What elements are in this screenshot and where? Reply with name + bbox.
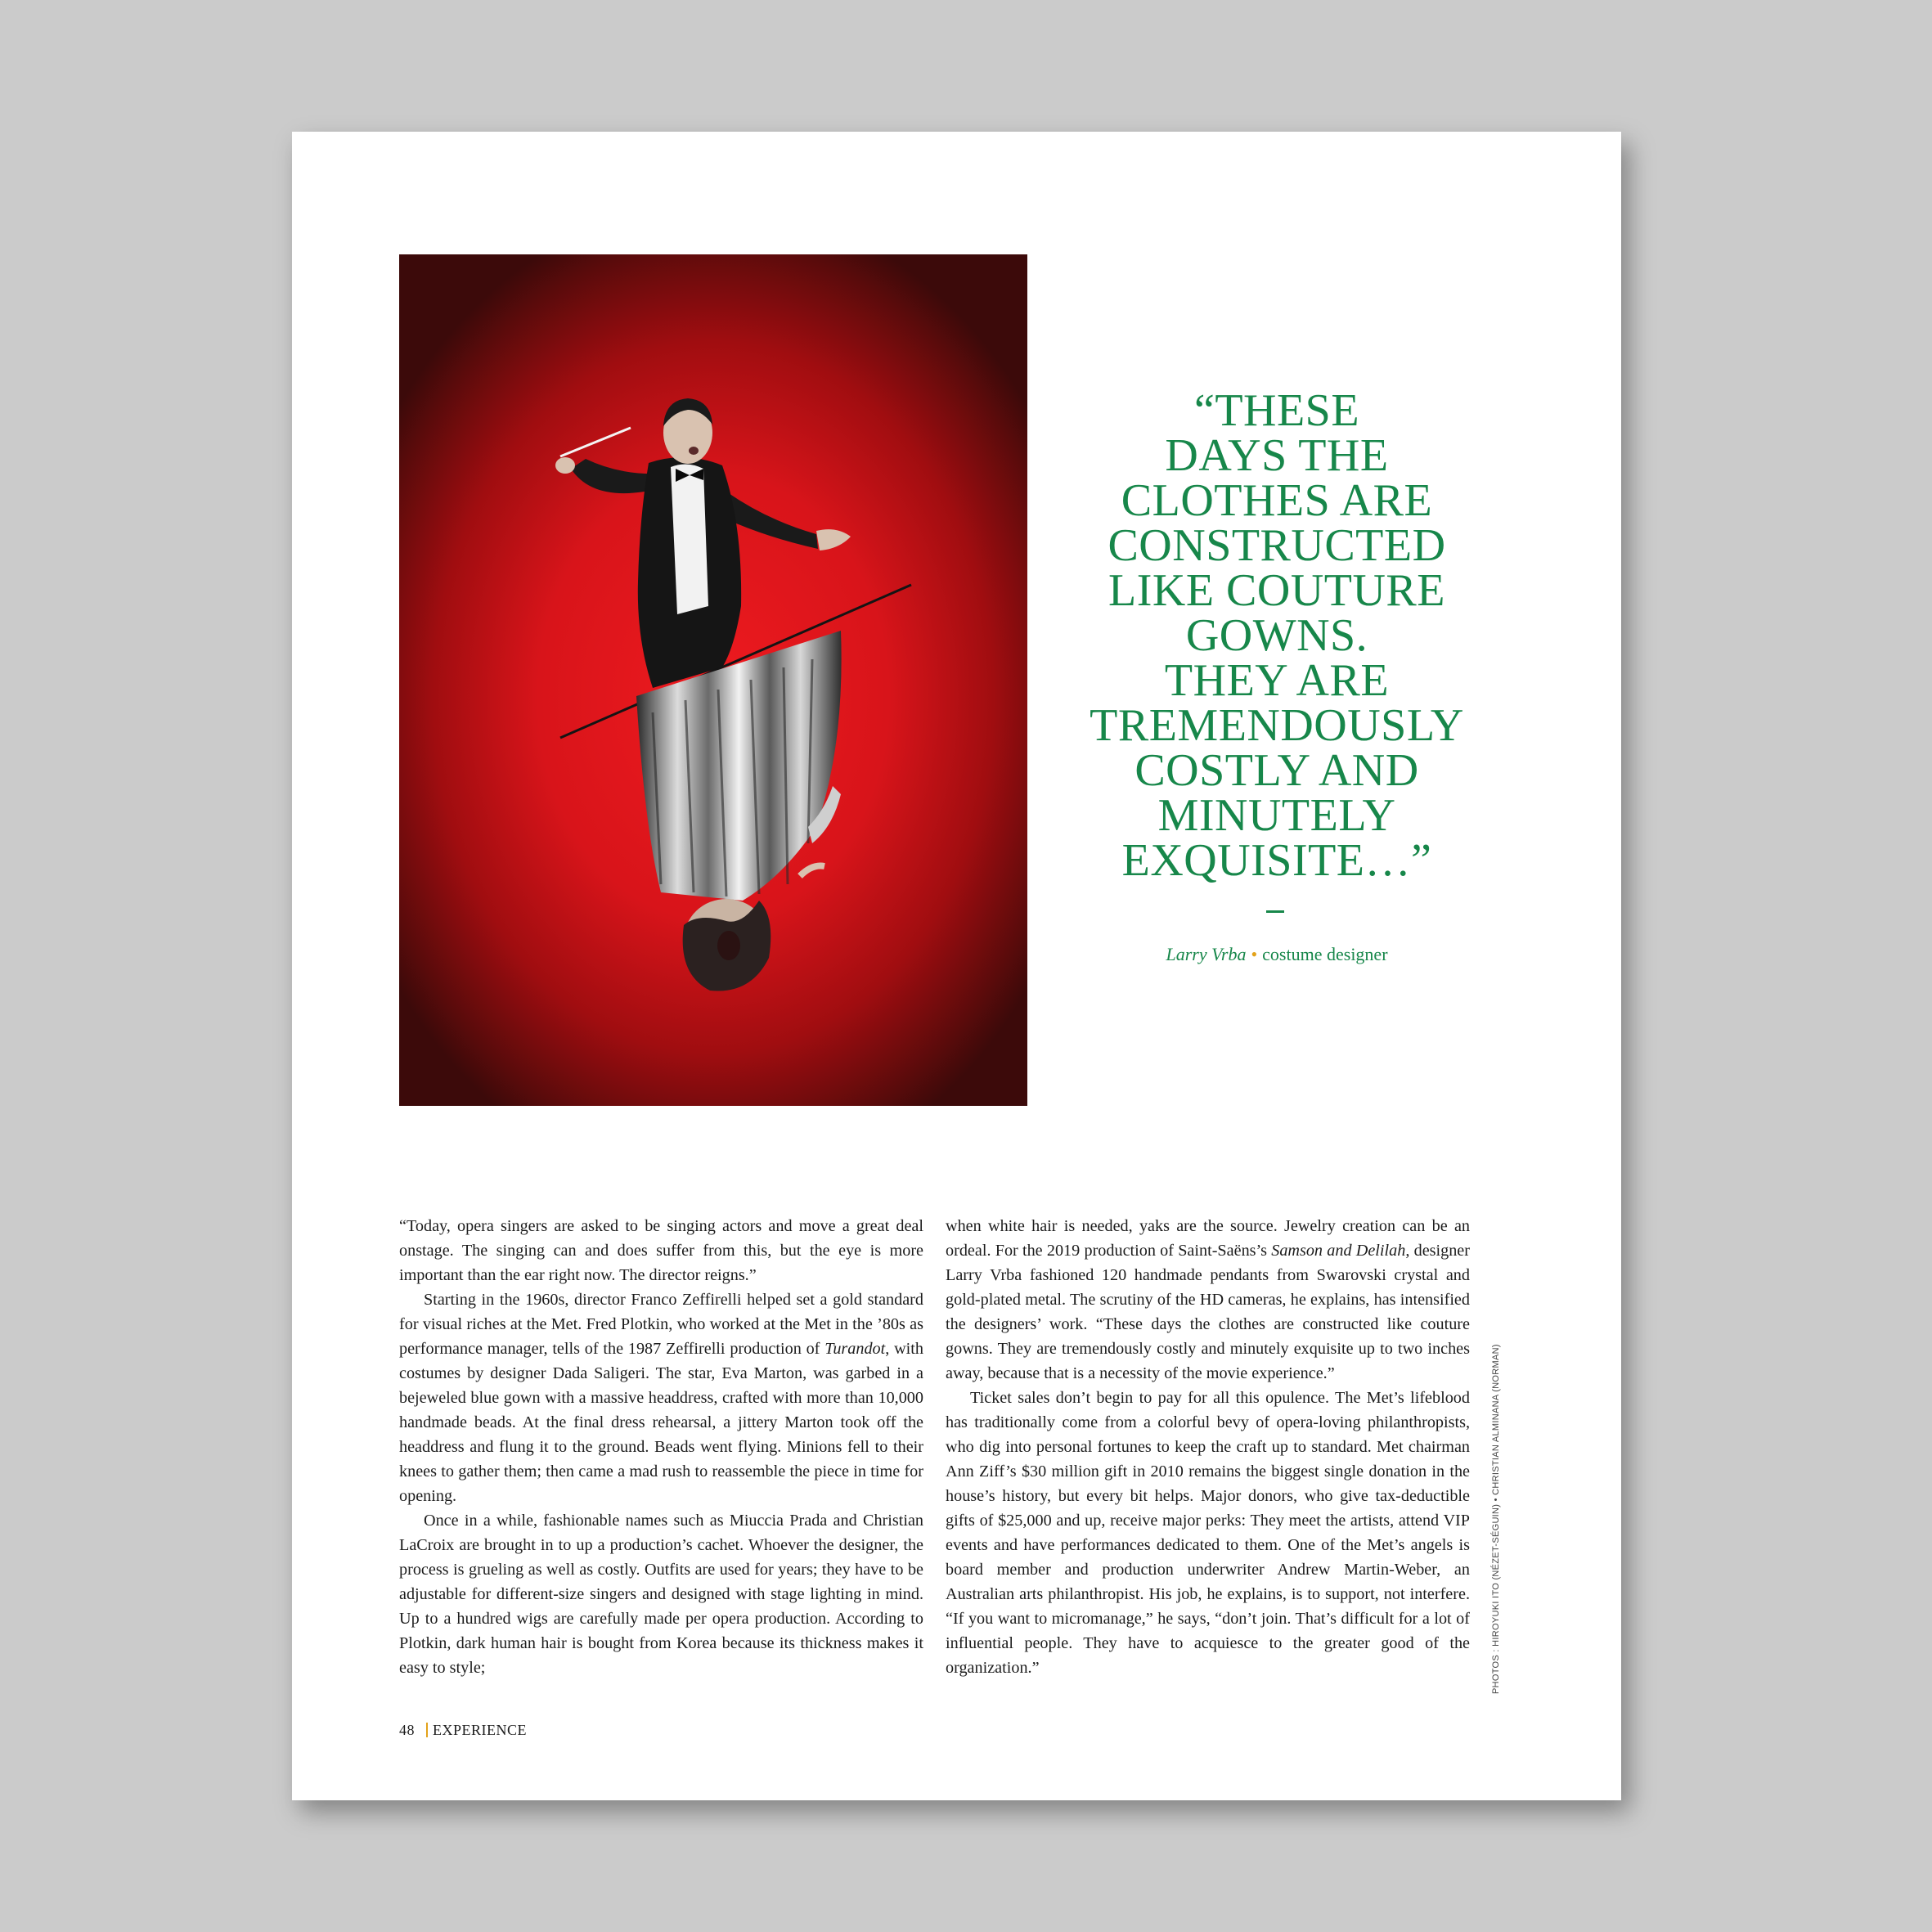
conductor-and-singer-illustration [399, 254, 1027, 1106]
text-run: Once in a while, fashionable names such as Miuccia Prada and Christian LaCroix are brought in to up a production’s cachet. Whoever the designer, the process is grueling as well as costly. Outfits are used for years; they have to be adjustable for different-size singers and designed with stage lighting in mind. Up to a hundred wigs are carefully made per opera production. According to Plotkin, dark human hair is bought from Korea because its thickness makes it easy to style; [399, 1512, 923, 1677]
body-column-right [946, 1214, 1470, 1680]
quote-line: EXQUISITE…” [1121, 835, 1432, 886]
body-paragraph [399, 1214, 923, 1287]
italic-title: Samson and Delilah [1271, 1242, 1406, 1260]
text-run: when white hair is needed, yaks are the source. Jewelry creation can be an ordeal. For the 2019 production of Saint-Saëns’s [946, 1217, 1470, 1260]
body-paragraph [399, 1287, 923, 1508]
quote-line: THEY ARE [1164, 655, 1390, 706]
quote-line: CONSTRUCTED [1108, 520, 1446, 571]
quote-line: MINUTELY [1157, 790, 1396, 841]
attribution-name: Larry Vrba [1166, 944, 1247, 964]
quote-attribution [1077, 944, 1476, 965]
body-paragraph [399, 1508, 923, 1680]
quote-line: “THESE [1193, 385, 1360, 436]
text-run: Ticket sales don’t begin to pay for all this opulence. The Met’s lifeblood has traditionally come from a colorful bevy of opera-loving philanthropists, who dig into personal fortunes to keep the craft up to standard. Met chairman Ann Ziff’s $30 million gift in 2010 remains the biggest single donation in the house’s history, but every bit helps. Major donors, who give tax-deductible gifts of $25,000 and up, receive major perks: They meet the artists, attend VIP events and have performances dedicated to them. One of the Met’s angels is board member and production underwriter Andrew Martin-Weber, an Australian arts philanthropist. His job, he explains, is to support, not interfere. “If you want to micromanage,” he says, “don’t join. That’s difficult for a lot of influential people. They have to acquiesce to the greater good of the organization.” [946, 1389, 1470, 1677]
baton-icon [560, 428, 631, 456]
attribution-role: costume designer [1262, 944, 1388, 964]
italic-title: Turandot [824, 1340, 886, 1358]
body-paragraph [946, 1214, 1470, 1386]
quote-line: CLOTHES ARE [1121, 475, 1433, 526]
magazine-page [292, 132, 1621, 1800]
quote-line: TREMENDOUSLY [1090, 700, 1464, 751]
collage-photo [399, 254, 1027, 1106]
text-run: Starting in the 1960s, director Franco Zeffirelli helped set a gold standard for visual riches at the Met. Fred Plotkin, who worked at the Met in the ’80s as performance manager, tells of the 1987 Zeffirelli production of [399, 1291, 923, 1358]
body-paragraph [946, 1386, 1470, 1680]
quote-line: LIKE COUTURE [1108, 565, 1445, 616]
photo-credit: PHOTOS : HIROYUKI ITO (NÉZET-SÉGUIN) • CHRISTIAN ALMINANA (NORMAN) [1491, 1344, 1501, 1694]
text-run: , with costumes by designer Dada Saligeri. The star, Eva Marton, was garbed in a bejeweled blue gown with a massive headdress, crafted with more than 10,000 handmade beads. At the final dress rehearsal, a jittery Marton took off the headdress and flung it to the ground. Beads went flying. Minions fell to their knees to gather them; then came a mad rush to reassemble the piece in time for opening. [399, 1340, 923, 1505]
body-column-left [399, 1214, 923, 1680]
page-number: 48 [399, 1722, 415, 1738]
page-footer [399, 1722, 527, 1739]
pull-quote [1077, 385, 1476, 886]
section-name: EXPERIENCE [433, 1722, 527, 1738]
bullet-icon: • [1251, 944, 1258, 964]
quote-line: GOWNS. [1185, 610, 1368, 661]
text-run: , designer Larry Vrba fashioned 120 handmade pendants from Swarovski crystal and gold-plated metal. The scrutiny of the HD cameras, he explains, has intensified the designers’ work. “These days the clothes are constructed like couture gowns. They are tremendously costly and minutely exquisite up to two inches away, because that is a necessity of the movie experience.” [946, 1242, 1470, 1382]
quote-line: COSTLY AND [1134, 745, 1419, 796]
text-run: “Today, opera singers are asked to be singing actors and move a great deal onstage. The singing can and does suffer from this, but the eye is more important than the ear right now. The director reigns.” [399, 1217, 923, 1284]
quote-divider [1266, 910, 1284, 913]
footer-divider [426, 1723, 428, 1737]
quote-line: DAYS THE [1165, 430, 1389, 481]
